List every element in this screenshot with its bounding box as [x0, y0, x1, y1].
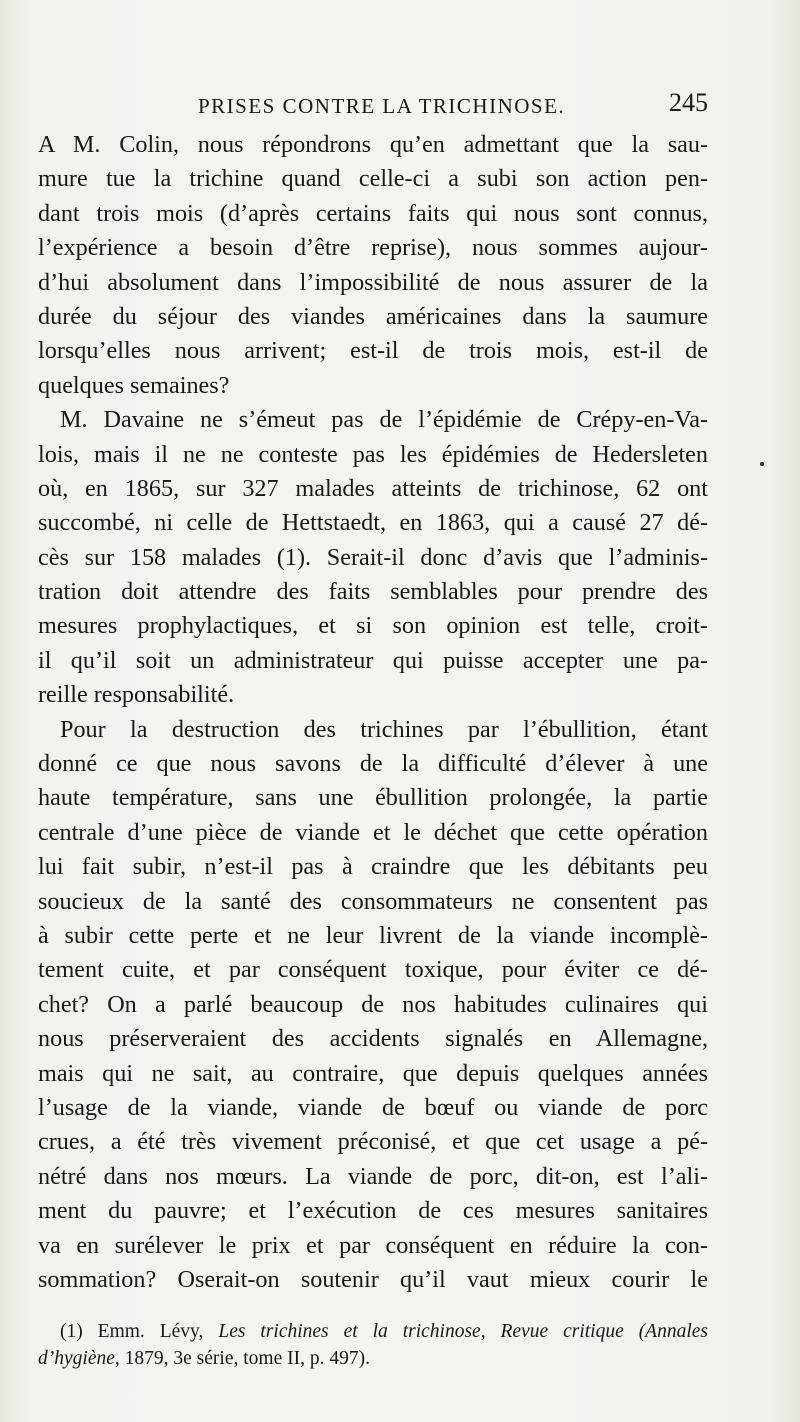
- text-line: Pour la destruction des trichines par l’ébullition, étant: [60, 715, 708, 743]
- footnote: [38, 1318, 708, 1372]
- text-line: à subir cette perte et ne leur livrent de la viande incomplè-: [38, 921, 708, 949]
- ink-speck: [760, 462, 764, 466]
- running-title: PRISES CONTRE LA TRICHINOSE.: [198, 94, 566, 118]
- text-line: l’usage de la viande, viande de bœuf ou viande de porc: [38, 1093, 708, 1121]
- text-line: lois, mais il ne ne conteste pas les épidémies de Hedersleten: [38, 440, 708, 468]
- text-line: crues, a été très vivement préconisé, et que cet usage a pé-: [38, 1128, 708, 1156]
- text-line: A M. Colin, nous répondrons qu’en admettant que la sau-: [38, 131, 708, 158]
- page-number: 245: [669, 88, 708, 117]
- text-line: mesures prophylactiques, et si son opinion est telle, croit-: [38, 612, 708, 640]
- footnote-line: [38, 1345, 708, 1372]
- body-text: [38, 128, 708, 1297]
- text-line: centrale d’une pièce de viande et le déchet que cette opération: [38, 818, 708, 846]
- text-line: nétré dans nos mœurs. La viande de porc, dit-on, est l’ali-: [38, 1162, 708, 1190]
- text-line: mure tue la trichine quand celle-ci a subi son action pen-: [38, 165, 708, 193]
- text-line: d’hui absolument dans l’impossibilité de nous assurer de la: [38, 268, 708, 296]
- text-line: sommation? Oserait-on soutenir qu’il vaut mieux courir le: [38, 1265, 708, 1293]
- text-line: succombé, ni celle de Hettstaedt, en 1863, qui a causé 27 dé-: [38, 509, 708, 537]
- text-line: tration doit attendre des faits semblables pour prendre des: [38, 578, 708, 606]
- footnote-line: [38, 1318, 708, 1345]
- text-line: l’expérience a besoin d’être reprise), nous sommes aujour-: [38, 234, 708, 262]
- footnote-journal-name: d’hygiène: [38, 1348, 115, 1369]
- text-line: va en surélever le prix et par conséquent en réduire la con-: [38, 1231, 708, 1259]
- text-line: tement cuite, et par conséquent toxique, pour éviter ce dé-: [38, 956, 708, 984]
- text-line: donné ce que nous savons de la difficulté d’élever à une: [38, 750, 708, 778]
- footnote-journal: Revue critique: [500, 1321, 624, 1342]
- page-header: [38, 88, 708, 122]
- text-line: reille responsabilité.: [38, 681, 235, 709]
- footnote-annales: (Annales: [623, 1321, 709, 1342]
- text-line: où, en 1865, sur 327 malades atteints de trichinose, 62 ont: [38, 474, 708, 502]
- text-line: lui fait subir, n’est-il pas à craindre que les débitants peu: [38, 853, 708, 881]
- footnote-author: (1) Emm. Lévy,: [60, 1321, 219, 1342]
- text-line: chet? On a parlé beaucoup de nos habitudes culinaires qui: [38, 990, 708, 1018]
- text-line: mais qui ne sait, au contraire, que depuis quelques années: [38, 1059, 708, 1087]
- footnote-citation: , 1879, 3e série, tome II, p. 497).: [114, 1348, 370, 1369]
- footnote-separator: ,: [480, 1321, 501, 1342]
- text-line: M. Davaine ne s’émeut pas de l’épidémie de Crépy-en-Va-: [60, 406, 708, 434]
- text-line: ment du pauvre; et l’exécution de ces mesures sanitaires: [38, 1197, 708, 1225]
- text-line: dant trois mois (d’après certains faits qui nous sont connus,: [38, 199, 708, 227]
- text-line: quelques semaines?: [38, 371, 230, 399]
- text-line: soucieux de la santé des consommateurs ne consentent pas: [38, 887, 708, 915]
- text-line: haute température, sans une ébullition prolongée, la partie: [38, 784, 708, 812]
- text-line: durée du séjour des viandes américaines dans la saumure: [38, 302, 708, 330]
- text-line: lorsqu’elles nous arrivent; est-il de trois mois, est-il de: [38, 337, 708, 365]
- text-line: il qu’il soit un administrateur qui puisse accepter une pa-: [38, 646, 708, 674]
- footnote-title: Les trichines et la trichinose: [218, 1321, 481, 1342]
- text-line: nous préserveraient des accidents signalés en Allemagne,: [38, 1025, 708, 1053]
- text-line: cès sur 158 malades (1). Serait-il donc d’avis que l’adminis-: [38, 543, 708, 571]
